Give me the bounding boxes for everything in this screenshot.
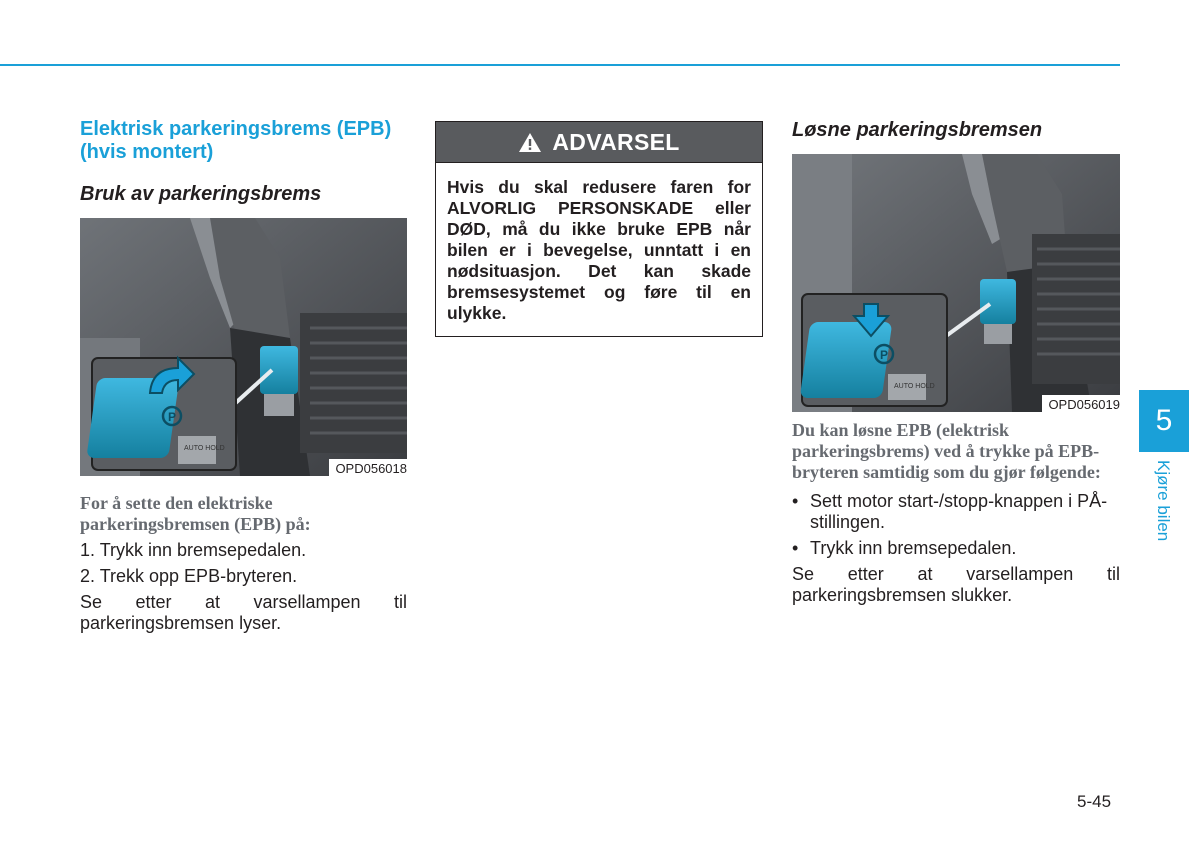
warning-box [435, 121, 763, 337]
subsection-title-release: Løsne parkeringsbremsen [792, 119, 1043, 141]
figure-release-epb [792, 154, 1120, 412]
auto-hold-label: AUTO HOLD [184, 445, 225, 452]
page-number: 5-45 [1077, 792, 1112, 811]
right-column [792, 118, 1120, 606]
console-illustration [80, 218, 407, 476]
release-conditions-list [792, 491, 1120, 559]
figure-apply-epb [80, 218, 407, 476]
warning-label: ADVARSEL [552, 128, 680, 155]
figure-code: OPD056019 [1042, 395, 1120, 412]
warning-header [436, 122, 762, 163]
step-2: 2. Trekk opp EPB-bryteren. [80, 566, 298, 586]
svg-text:P: P [168, 410, 177, 424]
chapter-name: Kjøre bilen [1154, 460, 1173, 542]
section-title: Elektrisk parkeringsbrems (EPB) (hvis montert) [80, 118, 392, 163]
release-instructions-lead: Du kan løsne EPB (elektrisk parkeringsbrems) ved å trykke på EPB-bryteren samtidig som du gjør følgende: [792, 420, 1101, 482]
warning-text: Hvis du skal redusere faren for ALVORLIG PERSONSKADE eller DØD, må du ikke bruke EPB når bilen er i bevegelse, unntatt i en nødsituasjon. Det kan skade bremsesystemet og føre til en ulykke. [447, 177, 751, 323]
apply-note: Se etter at varsellampen til parkeringsbremsen lyser. [80, 592, 407, 633]
left-column [80, 118, 407, 634]
middle-column [435, 121, 763, 337]
auto-hold-label: AUTO HOLD [894, 383, 935, 390]
release-note: Se etter at varsellampen til parkeringsbremsen slukker. [792, 564, 1120, 605]
step-1: 1. Trykk inn bremsepedalen. [80, 540, 307, 560]
chapter-tab: 5 [1139, 390, 1189, 452]
figure-code: OPD056018 [329, 459, 407, 476]
list-item: • Trykk inn bremsepedalen. [792, 538, 1017, 558]
console-illustration [792, 154, 1120, 412]
top-rule [0, 64, 1120, 66]
apply-instructions-lead: For å sette den elektriske parkeringsbremsen (EPB) på: [80, 493, 311, 534]
list-item: • Sett motor start-/stopp-knappen i PÅ-stillingen. [792, 491, 1108, 532]
subsection-title-apply: Bruk av parkeringsbrems [80, 183, 322, 205]
svg-text:P: P [880, 348, 889, 362]
warning-triangle-icon [518, 132, 542, 153]
